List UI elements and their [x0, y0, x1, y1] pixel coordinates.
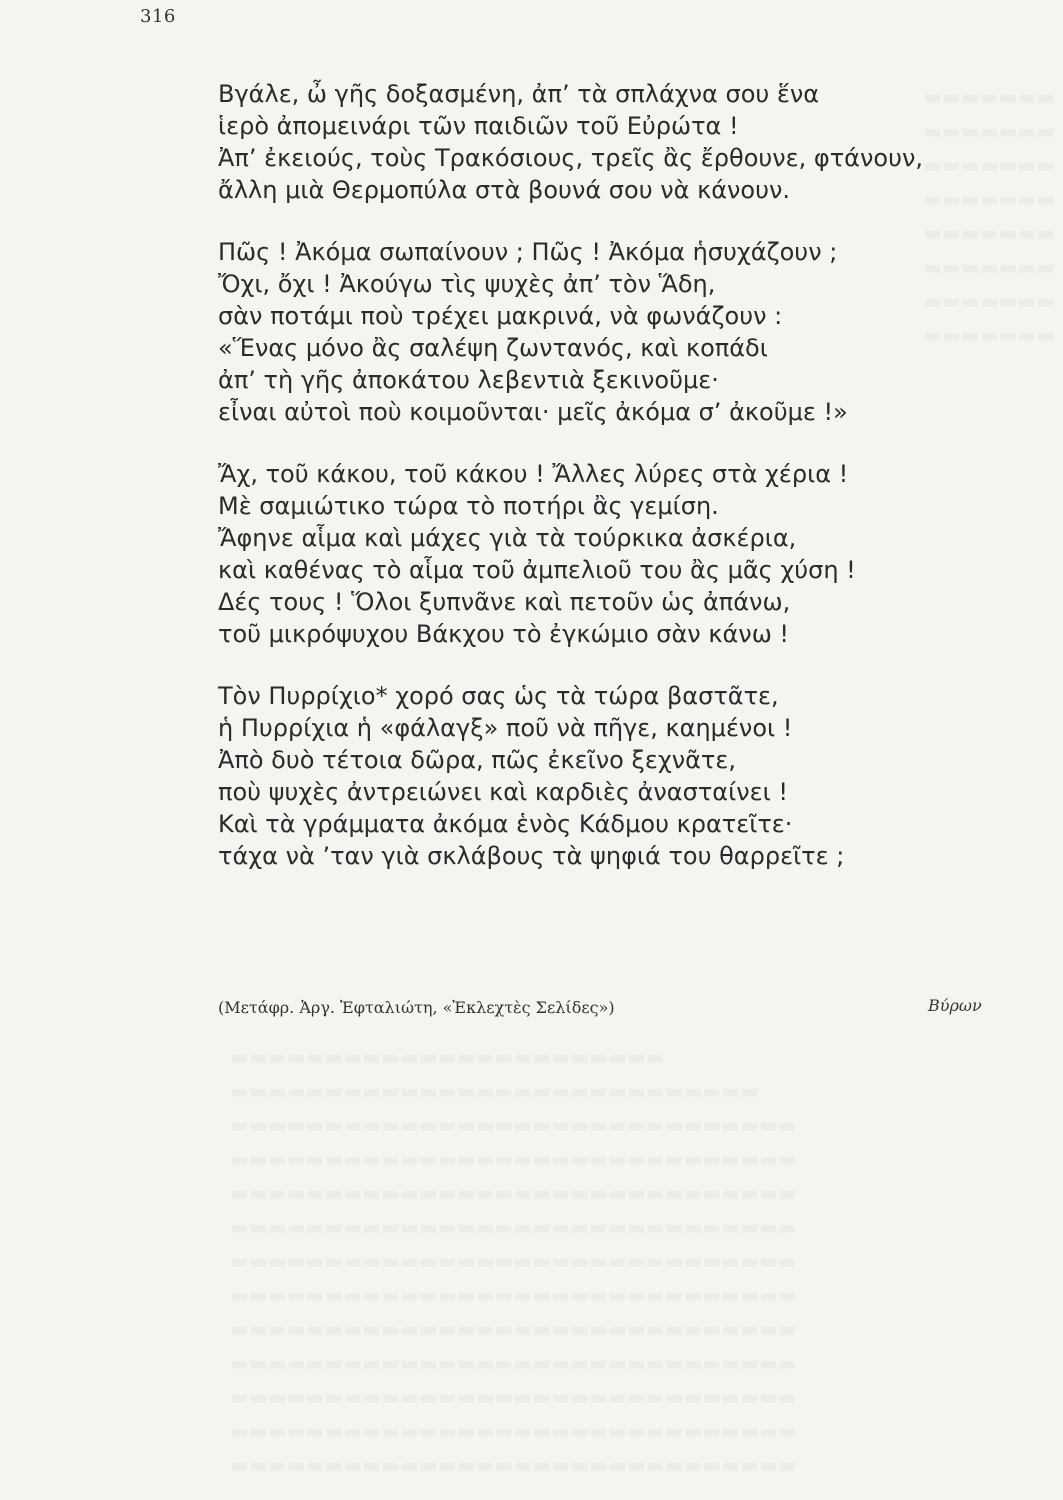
- page-number: 316: [140, 6, 176, 27]
- poem-line: Μὲ σαμιώτικο τώρα τὸ ποτήρι ἂς γεμίση.: [218, 492, 719, 520]
- poem-line: ἡ Πυρρίχια ἡ «φάλαγξ» ποῦ νὰ πῆγε, καημένοι !: [218, 714, 793, 742]
- poem-line: ἀπ’ τὴ γῆς ἀποκάτου λεβεντιὰ ξεκινοῦμε·: [218, 366, 719, 394]
- poem-line: Ἀπ’ ἐκειούς, τοὺς Τρακόσιους, τρεῖς ἂς ἔρθουνε, φτάνουν,: [218, 144, 924, 172]
- poem-line: ποὺ ψυχὲς ἀντρειώνει καὶ καρδιὲς ἀνασταίνει !: [218, 778, 788, 806]
- poem-line: ἄλλη μιὰ Θερμοπύλα στὰ βουνά σου νὰ κάνουν.: [218, 176, 791, 204]
- poem-line: Τὸν Πυρρίχιο* χορό σας ὡς τὰ τώρα βαστᾶτε,: [218, 682, 779, 710]
- author-name: Βύρων: [928, 996, 982, 1015]
- stanza: [218, 78, 978, 206]
- poem-line: Δές τους ! Ὅλοι ξυπνᾶνε καὶ πετοῦν ὡς ἀπάνω,: [218, 588, 791, 616]
- stanza: [218, 236, 978, 428]
- poem-line: Πῶς ! Ἀκόμα σωπαίνουν ; Πῶς ! Ἀκόμα ἡσυχάζουν ;: [218, 238, 838, 266]
- poem-line: Ὄχι, ὄχι ! Ἀκούγω τὶς ψυχὲς ἀπ’ τὸν Ἅδη,: [218, 270, 716, 298]
- poem-line: Ἀπὸ δυὸ τέτοια δῶρα, πῶς ἐκεῖνο ξεχνᾶτε,: [218, 746, 736, 774]
- poem-line: «Ἕνας μόνο ἂς σαλέψη ζωντανός, καὶ κοπάδι: [218, 334, 768, 362]
- poem-line: Καὶ τὰ γράμματα ἀκόμα ἑνὸς Κάδμου κρατεῖτε·: [218, 810, 793, 838]
- bleed-through-right: ▬▬▬▬▬▬▬ ▬▬▬▬▬▬▬ ▬▬▬▬▬▬▬ ▬▬▬▬▬▬▬ ▬▬▬▬▬▬▬ ▬▬▬▬▬▬▬ ▬▬▬▬▬▬▬ ▬▬▬▬▬▬▬: [923, 85, 1056, 347]
- poem-line: σὰν ποτάμι ποὺ τρέχει μακρινά, νὰ φωνάζουν :: [218, 302, 783, 330]
- poem: [218, 78, 978, 902]
- poem-line: τάχα νὰ ’ταν γιὰ σκλάβους τὰ ψηφιά του θαρρεῖτε ;: [218, 842, 845, 870]
- poem-line: ἱερὸ ἀπομεινάρι τῶν παιδιῶν τοῦ Εὐρώτα !: [218, 112, 739, 140]
- bleed-through-bottom: ▬▬▬▬▬▬▬▬▬▬▬▬▬▬▬▬▬▬▬▬▬▬▬ ▬▬▬▬▬▬▬▬▬▬▬▬▬▬▬▬▬▬▬▬▬▬▬▬▬▬▬▬ ▬▬▬▬▬▬▬▬▬▬▬▬▬▬▬▬▬▬▬▬▬▬▬▬▬▬▬▬▬▬ ▬▬▬▬▬▬▬▬▬▬▬▬▬▬▬▬▬▬▬▬▬▬▬▬▬▬▬▬▬▬ ▬▬▬▬▬▬▬▬▬▬▬▬▬▬▬▬▬▬▬▬▬▬▬▬▬▬▬▬▬▬ ▬▬▬▬▬▬▬▬▬▬▬▬▬▬▬▬▬▬▬▬▬▬▬▬▬▬▬▬▬▬ ▬▬▬▬▬▬▬▬▬▬▬▬▬▬▬▬▬▬▬▬▬▬▬▬▬▬▬▬▬▬ ▬▬▬▬▬▬▬▬▬▬▬▬▬▬▬▬▬▬▬▬▬▬▬▬▬▬▬▬▬▬ ▬▬▬▬▬▬▬▬▬▬▬▬▬▬▬▬▬▬▬▬▬▬▬▬▬▬▬▬▬▬ ▬▬▬▬▬▬▬▬▬▬▬▬▬▬▬▬▬▬▬▬▬▬▬▬▬▬▬▬▬▬ ▬▬▬▬▬▬▬▬▬▬▬▬▬▬▬▬▬▬▬▬▬▬▬▬▬▬▬▬▬▬ ▬▬▬▬▬▬▬▬▬▬▬▬▬▬▬▬▬▬▬▬▬▬▬▬▬▬▬▬▬▬ ▬▬▬▬▬▬▬▬▬▬▬▬▬▬▬▬▬▬▬▬▬▬▬▬▬▬▬▬▬▬: [230, 1045, 797, 1477]
- translation-attribution: (Μετάφρ. Ἀργ. Ἐφταλιώτη, «Ἐκλεχτὲς Σελίδες»): [218, 998, 615, 1017]
- poem-line: καὶ καθένας τὸ αἷμα τοῦ ἀμπελιοῦ του ἂς μᾶς χύση !: [218, 556, 856, 584]
- poem-line: Βγάλε, ὦ γῆς δοξασμένη, ἀπ’ τὰ σπλάχνα σου ἕνα: [218, 80, 820, 108]
- poem-line: Ἄχ, τοῦ κάκου, τοῦ κάκου ! Ἄλλες λύρες στὰ χέρια !: [218, 460, 849, 488]
- poem-line: τοῦ μικρόψυχου Βάκχου τὸ ἐγκώμιο σὰν κάνω !: [218, 620, 790, 648]
- poem-line: εἶναι αὐτοὶ ποὺ κοιμοῦνται· μεῖς ἀκόμα σ’ ἀκοῦμε !»: [218, 398, 848, 426]
- stanza: [218, 458, 978, 650]
- poem-line: Ἄφηνε αἷμα καὶ μάχες γιὰ τὰ τούρκικα ἀσκέρια,: [218, 524, 797, 552]
- stanza: [218, 680, 978, 872]
